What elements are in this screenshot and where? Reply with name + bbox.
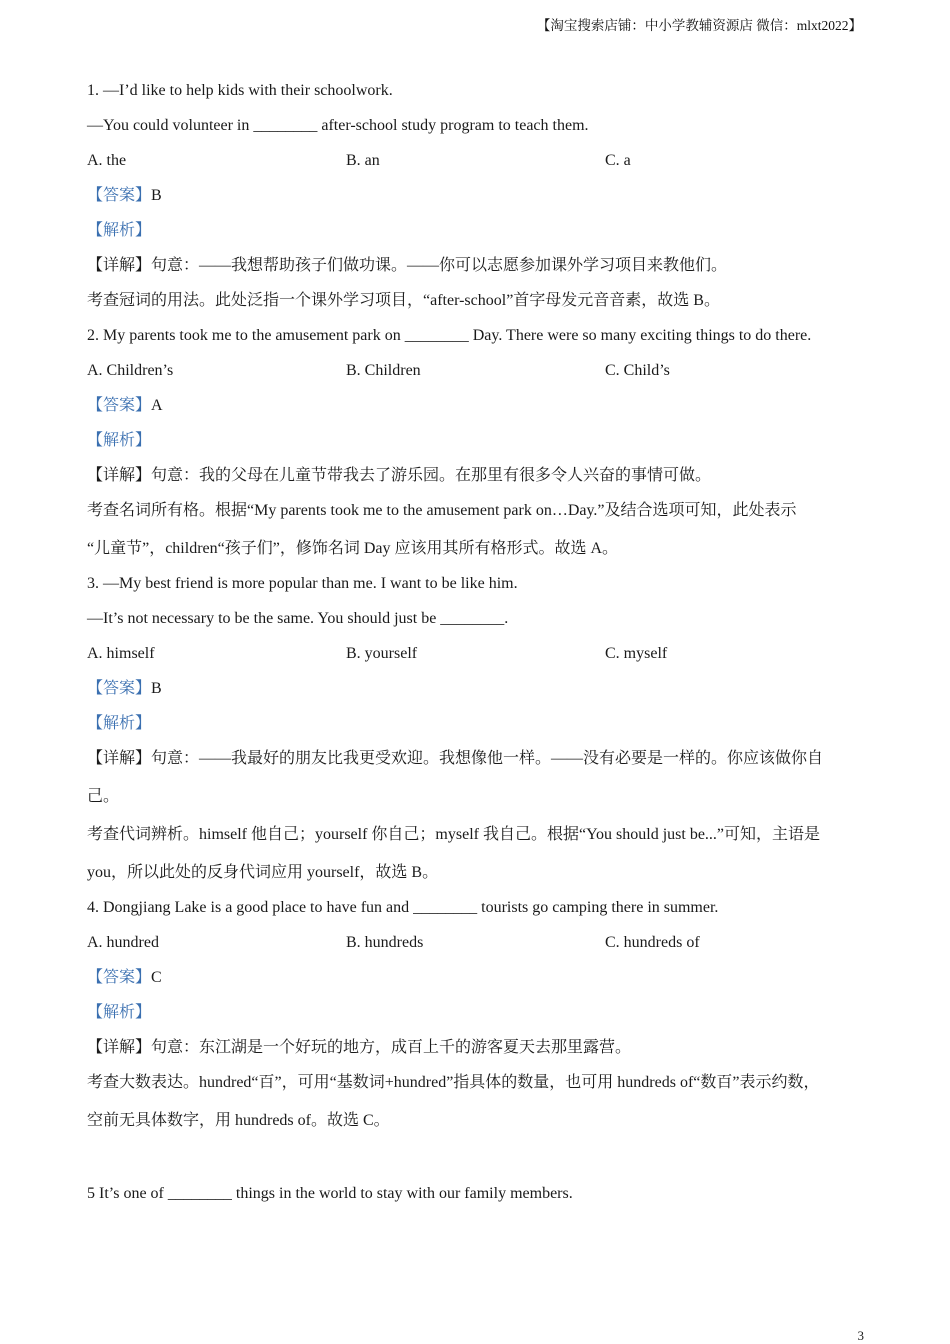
q3-stem-2: —It’s not necessary to be the same. You should just be ________. xyxy=(87,610,509,627)
answer-label: 【答案】 xyxy=(87,680,152,697)
q2-stem-1: 2. My parents took me to the amusement park on ________ Day. There were so many exciting things to do there. xyxy=(87,327,812,344)
q1-option-a: A. the xyxy=(87,152,127,169)
q2-explain-2: “儿童节”，children“孩子们”，修饰名词 Day 应该用其所有格形式。故选 A。 xyxy=(87,540,619,557)
q3-option-c: C. myself xyxy=(605,645,668,662)
answer-label: 【答案】 xyxy=(87,397,152,414)
q1-analysis xyxy=(87,218,877,253)
page-header: 【淘宝搜索店铺：中小学教辅资源店 微信：mlxt2022】 xyxy=(536,18,862,33)
q4-explain-1: 考查大数表达。hundred“百”，可用“基数词+hundred”指具体的数量，也可用 hundreds of“数百”表示约数， xyxy=(87,1074,820,1091)
q2-detail: 【详解】句意：我的父母在儿童节带我去了游乐园。在那里有很多令人兴奋的事情可做。 xyxy=(87,467,712,484)
q5-stem-1: 5 It’s one of ________ things in the world to stay with our family members. xyxy=(87,1185,573,1202)
q3-explain-2: you，所以此处的反身代词应用 yourself，故选 B。 xyxy=(87,864,439,881)
q1-options xyxy=(87,148,877,183)
q4-answer-value: C xyxy=(151,969,162,986)
q4-option-c: C. hundreds of xyxy=(605,934,700,951)
q3-option-b: B. yourself xyxy=(346,645,418,662)
analysis-label: 【解析】 xyxy=(87,1004,152,1021)
q4-detail: 【详解】句意：东江湖是一个好玩的地方，成百上千的游客夏天去那里露营。 xyxy=(87,1039,632,1056)
q1-explain: 考查冠词的用法。此处泛指一个课外学习项目，“after-school”首字母发元音音素，故选 B。 xyxy=(87,292,720,309)
analysis-label: 【解析】 xyxy=(87,222,152,239)
q4-explain-2: 空前无具体数字，用 hundreds of。故选 C。 xyxy=(87,1112,390,1129)
q3-detail-1: 【详解】句意：——我最好的朋友比我更受欢迎。我想像他一样。——没有必要是一样的。你应该做你自 xyxy=(87,750,824,767)
q2-explain-1: 考查名词所有格。根据“My parents took me to the amusement park on…Day.”及结合选项可知，此处表示 xyxy=(87,502,797,519)
q4-options xyxy=(87,930,877,965)
q1-stem-2: —You could volunteer in ________ after-school study program to teach them. xyxy=(87,117,589,134)
spacer xyxy=(87,1143,877,1181)
q1-answer xyxy=(87,183,877,218)
q2-analysis xyxy=(87,428,877,463)
answer-label: 【答案】 xyxy=(87,187,152,204)
q1-answer-value: B xyxy=(151,187,162,204)
q3-analysis xyxy=(87,711,877,746)
q3-option-a: A. himself xyxy=(87,645,155,662)
q4-analysis xyxy=(87,1000,877,1035)
q2-answer xyxy=(87,393,877,428)
document-body xyxy=(87,78,877,1216)
q3-options xyxy=(87,641,877,676)
q2-option-c: C. Child’s xyxy=(605,362,670,379)
q3-detail-2: 己。 xyxy=(87,788,120,805)
analysis-label: 【解析】 xyxy=(87,432,152,449)
page-number: 3 xyxy=(857,1328,864,1343)
q2-answer-value: A xyxy=(151,397,163,414)
q3-answer-value: B xyxy=(151,680,162,697)
q4-answer xyxy=(87,965,877,1000)
q4-option-a: A. hundred xyxy=(87,934,159,951)
analysis-label: 【解析】 xyxy=(87,715,152,732)
q3-explain-1: 考查代词辨析。himself 他自己；yourself 你自己；myself 我自己。根据“You should just be...”可知，主语是 xyxy=(87,826,821,843)
q1-stem-1: 1. —I’d like to help kids with their schoolwork. xyxy=(87,82,393,99)
q4-stem-1: 4. Dongjiang Lake is a good place to have fun and ________ tourists go camping there in summer. xyxy=(87,899,719,916)
q3-stem-1: 3. —My best friend is more popular than me. I want to be like him. xyxy=(87,575,518,592)
q3-answer xyxy=(87,676,877,711)
q2-option-b: B. Children xyxy=(346,362,421,379)
q2-option-a: A. Children’s xyxy=(87,362,174,379)
q1-option-c: C. a xyxy=(605,152,631,169)
q1-detail: 【详解】句意：——我想帮助孩子们做功课。——你可以志愿参加课外学习项目来教他们。 xyxy=(87,257,728,274)
answer-label: 【答案】 xyxy=(87,969,152,986)
q4-option-b: B. hundreds xyxy=(346,934,424,951)
q2-options xyxy=(87,358,877,393)
q1-option-b: B. an xyxy=(346,152,380,169)
